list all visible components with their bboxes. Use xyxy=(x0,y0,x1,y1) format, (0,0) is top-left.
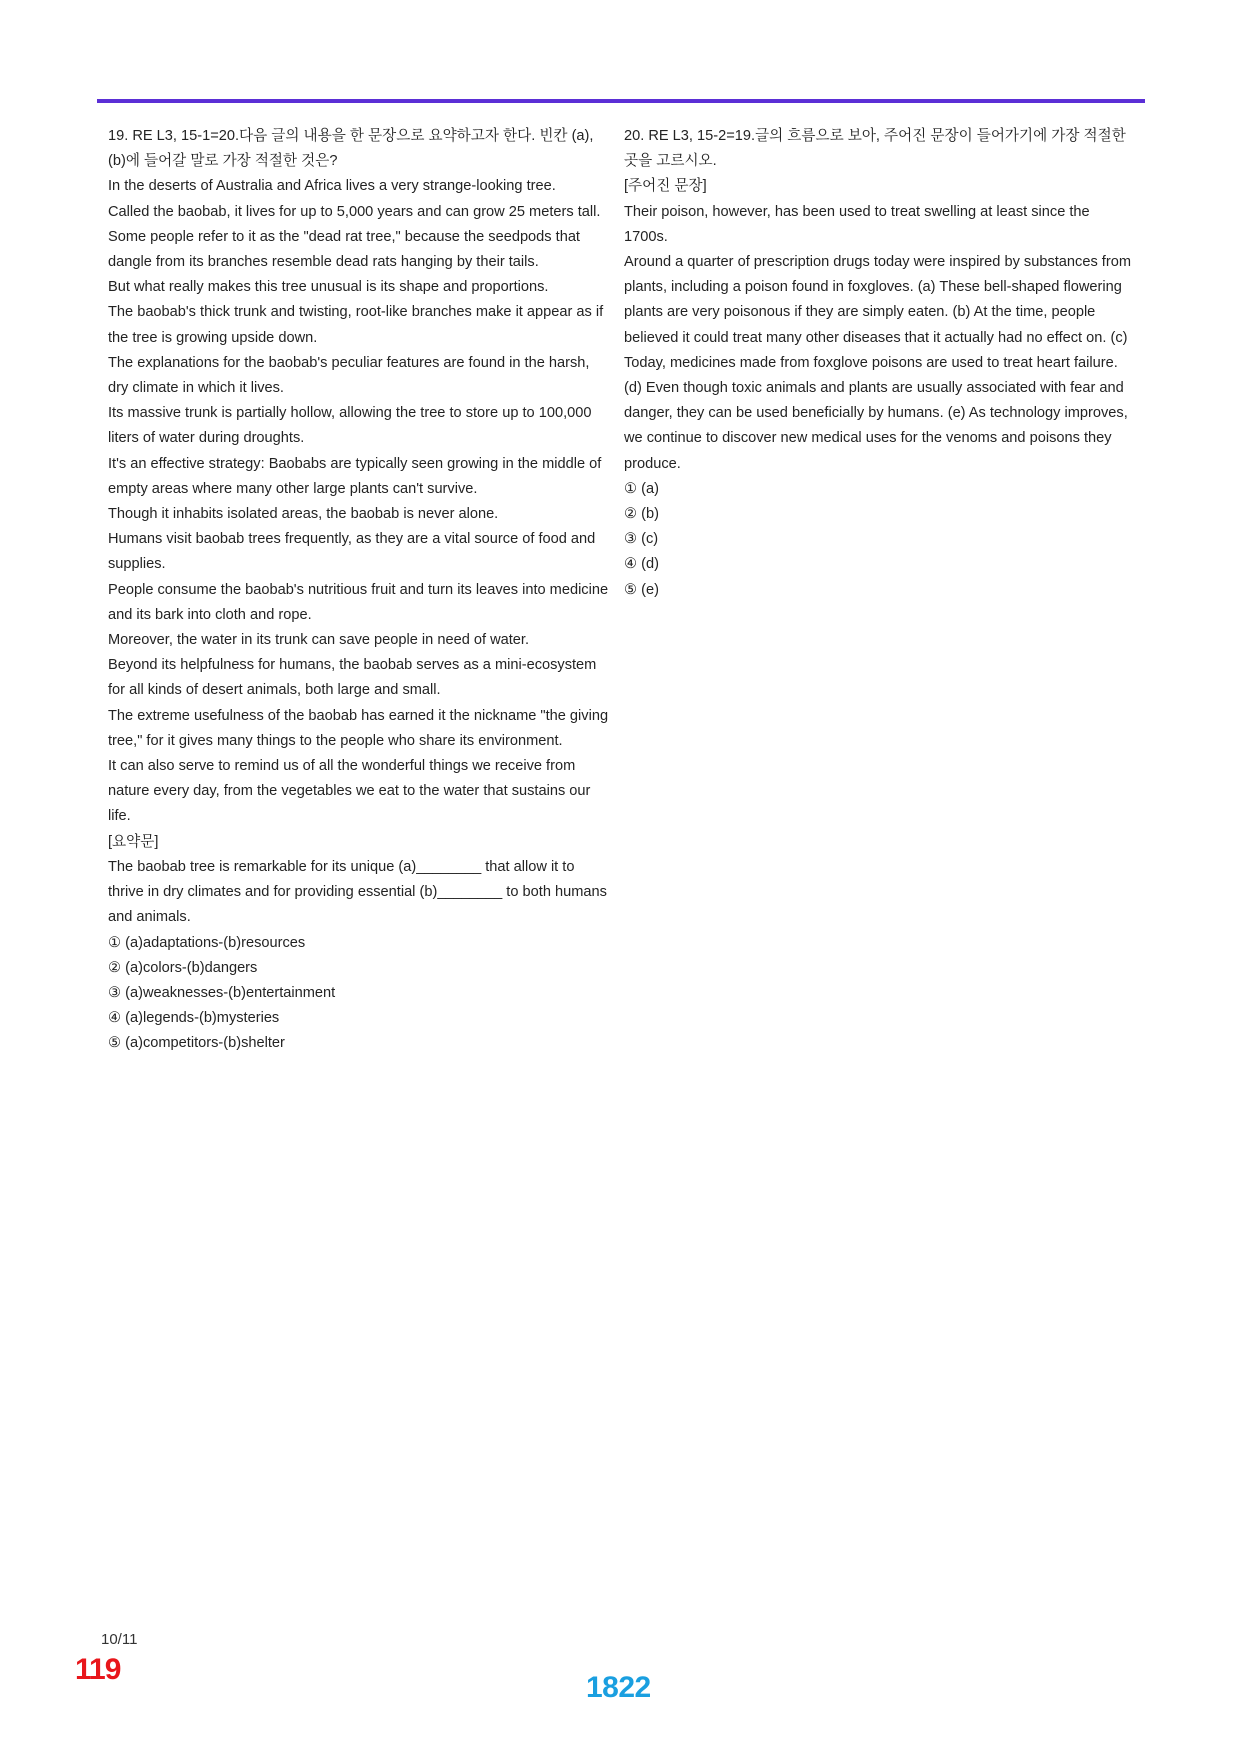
passage-line: People consume the baobab's nutritious fruit and turn its leaves into medicine and its bark into cloth and rope. xyxy=(108,581,609,623)
passage-line: It can also serve to remind us of all the wonderful things we receive from nature every day, from the vegetables we eat to the water that sustains our life. xyxy=(108,758,591,825)
given-sentence: Their poison, however, has been used to treat swelling at least since the 1700s. xyxy=(624,203,1090,245)
answer-choice: ④ (a)legends-(b)mysteries xyxy=(108,1010,280,1027)
given-sentence-label: [주어진 문장] xyxy=(624,178,707,195)
passage-line: Beyond its helpfulness for humans, the baobab serves as a mini-ecosystem for all kinds of desert animals, both large and small. xyxy=(108,657,597,699)
passage-line: The baobab's thick trunk and twisting, root-like branches make it appear as if the tree is growing upside down. xyxy=(108,304,604,346)
question-20 xyxy=(624,124,1134,603)
question-19 xyxy=(108,124,613,1057)
page-number: 119 xyxy=(75,1653,121,1686)
question-heading: 19. RE L3, 15-1=20.다음 글의 내용을 한 문장으로 요약하고자 한다. 빈칸 (a), (b)에 들어갈 말로 가장 적절한 것은? xyxy=(108,128,594,170)
question-heading: 20. RE L3, 15-2=19.글의 흐름으로 보아, 주어진 문장이 들어가기에 가장 적절한 곳을 고르시오. xyxy=(624,128,1126,170)
passage-line: Its massive trunk is partially hollow, allowing the tree to store up to 100,000 liters of water during droughts. xyxy=(108,405,592,447)
passage: Around a quarter of prescription drugs today were inspired by substances from plants, including a poison found in foxgloves. (a) These bell-shaped flowering plants are very poisonous if they are simply eaten. (b) At the time, people believed it could treat many other diseases that it actually had no effect on. (c) Today, medicines made from foxglove poisons are used to treat heart failure. (d) Even though toxic animals and plants are usually associated with fear and danger, they can be used beneficially by humans. (e) As technology improves, we continue to discover new medical uses for the venoms and poisons they produce. xyxy=(624,254,1131,472)
passage-line: In the deserts of Australia and Africa lives a very strange-looking tree. xyxy=(108,178,556,195)
answer-choice: ② (a)colors-(b)dangers xyxy=(108,959,258,976)
passage-line: The explanations for the baobab's peculiar features are found in the harsh, dry climate in which it lives. xyxy=(108,354,590,397)
answer-choice: ③ (c) xyxy=(624,531,659,548)
passage-line: But what really makes this tree unusual is its shape and proportions. xyxy=(108,279,549,296)
passage-line: It's an effective strategy: Baobabs are typically seen growing in the middle of empty areas where many other large plants can't survive. xyxy=(108,455,602,497)
page-fraction: 10/11 xyxy=(101,1631,138,1648)
footer-code: 1822 xyxy=(586,1671,651,1704)
summary-sentence: The baobab tree is remarkable for its unique (a)________ that allow it to thrive in dry climates and for providing essential (b)________ to both humans and animals. xyxy=(108,858,607,926)
answer-choice: ② (b) xyxy=(624,506,659,523)
summary-label: [요약문] xyxy=(108,833,159,850)
answer-choice: ③ (a)weaknesses-(b)entertainment xyxy=(108,984,336,1001)
passage-line: Moreover, the water in its trunk can save people in need of water. xyxy=(108,632,530,649)
passage-line: Some people refer to it as the "dead rat tree," because the seedpods that dangle from its branches resemble dead rats hanging by their tails. xyxy=(108,228,580,271)
answer-choice: ⑤ (a)competitors-(b)shelter xyxy=(108,1035,285,1052)
answer-choice: ① (a)adaptations-(b)resources xyxy=(108,934,306,951)
passage-line: The extreme usefulness of the baobab has earned it the nickname "the giving tree," for it gives many things to the people who share its environment. xyxy=(108,707,609,749)
passage-line: Though it inhabits isolated areas, the baobab is never alone. xyxy=(108,506,499,523)
answer-choice: ⑤ (e) xyxy=(624,581,659,598)
answer-choice: ① (a) xyxy=(624,480,659,497)
header-rule xyxy=(97,99,1145,103)
passage-line: Called the baobab, it lives for up to 5,000 years and can grow 25 meters tall. xyxy=(108,203,601,220)
answer-choice: ④ (d) xyxy=(624,556,659,573)
passage-line: Humans visit baobab trees frequently, as they are a vital source of food and supplies. xyxy=(108,531,596,573)
